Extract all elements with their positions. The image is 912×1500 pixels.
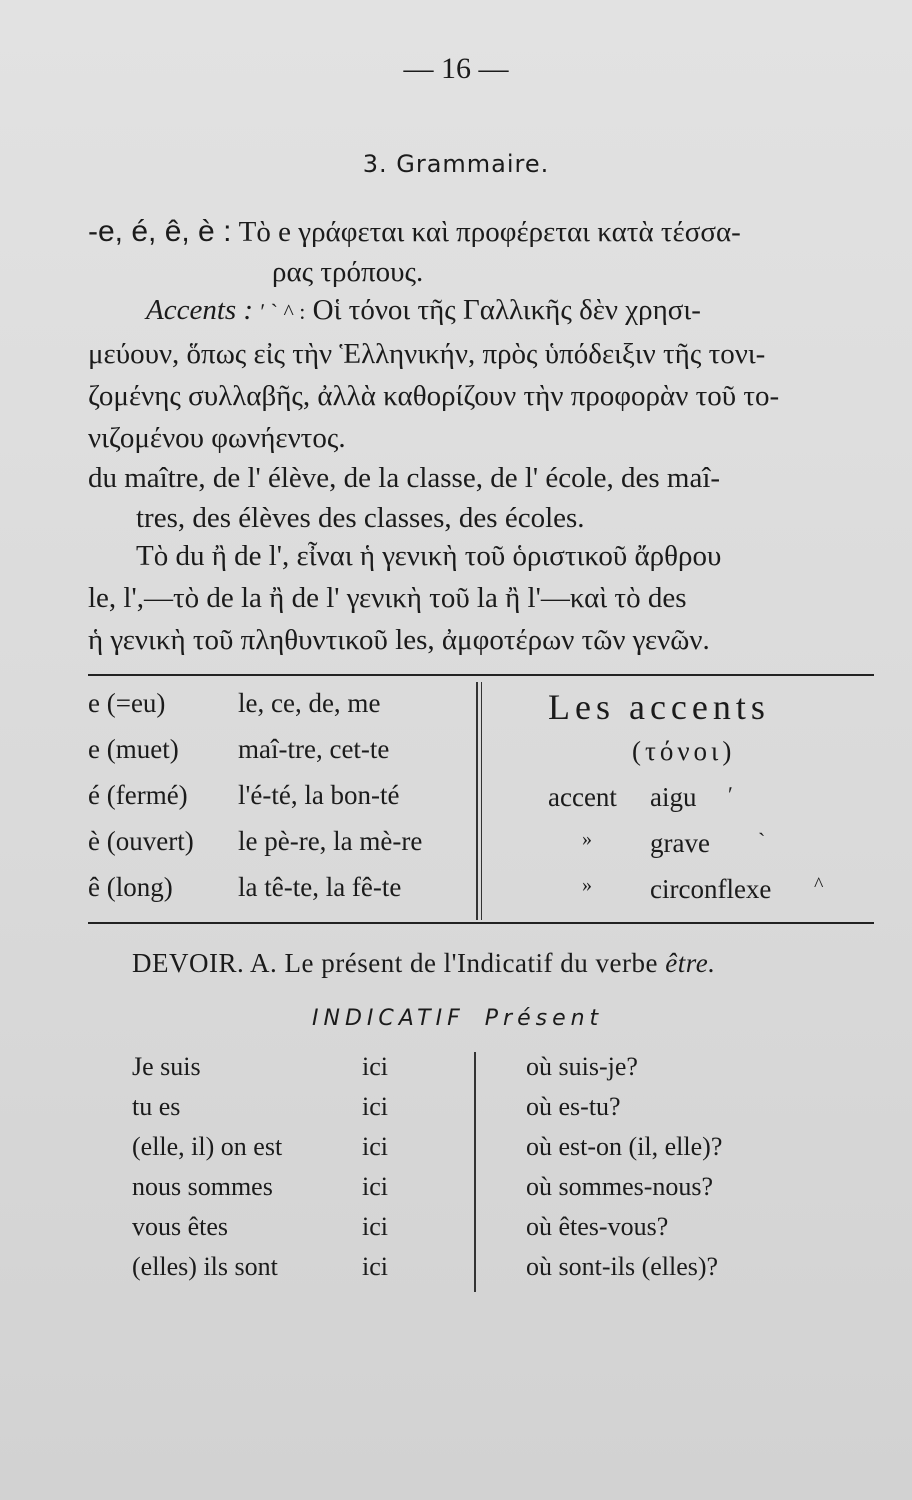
conj-adverb-3: ici [362,1132,388,1161]
article-line-1: Τὸ du ἢ de l', εἶναι ἡ γενικὴ τοῦ ὁριστικοῦ ἄρθρου [136,540,722,572]
accents-box-subtitle: (τόνοι) [632,736,736,766]
section-heading: 3. Grammaire. [362,150,550,178]
conj-question-4: où sommes-nous? [526,1172,714,1201]
conj-adverb-4: ici [362,1172,388,1201]
e-sound-1: e (=eu) [88,688,166,718]
conj-question-6: où sont-ils (elles)? [526,1252,719,1281]
accents-text-3: ζομένης συλλαβῆς, ἀλλὰ καθορίζουν τὴν προφορὰν τοῦ το- [88,380,780,412]
conj-adverb-1: ici [362,1052,388,1081]
indicatif-mood: INDICATIF [312,1006,465,1031]
article-line-2: le, l',—τὸ de la ἢ de l' γενικὴ τοῦ la ἢ l'—καὶ τὸ des [88,582,687,614]
conj-subject-1: Je suis [132,1052,201,1081]
conj-question-2: où es-tu? [526,1092,621,1121]
accents-text-1: Οἱ τόνοι τῆς Γαλλικῆς δὲν χρησι- [312,294,701,326]
e-sound-4: è (ouvert) [88,826,194,856]
table-divider [476,682,478,920]
intro-text-1: Τὸ e γράφεται καὶ προφέρεται κατὰ τέσσα- [238,216,741,248]
conj-adverb-5: ici [362,1212,388,1241]
e-example-3: l'é-té, la bon-té [238,780,400,810]
examples-line-1: du maître, de l' élève, de la classe, de l' école, des maî- [88,462,721,494]
e-sound-5: ê (long) [88,872,173,902]
accent-row-1-prefix: accent [548,782,617,812]
devoir-line [132,948,715,979]
e-example-1: le, ce, de, me [238,688,381,718]
indicatif-heading [312,1006,603,1031]
conj-adverb-2: ici [362,1092,388,1121]
conjugation-divider [474,1052,476,1292]
intro-text-2: ρας τρόπους. [272,256,424,288]
examples-line-2: tres, des élèves des classes, des écoles. [136,502,585,534]
intro-line-1 [88,210,741,254]
accents-text-2: μεύουν, ὅπως εἰς τὴν Ἑλληνικήν, πρὸς ὑπόδειξιν τῆς τονι- [88,338,766,370]
circumflex-accent-icon: ^ [814,874,824,896]
vowel-list: -e, é, ê, è : [88,215,232,248]
conj-subject-6: (elles) ils sont [132,1252,278,1281]
e-example-4: le pè-re, la mè-re [238,826,423,856]
table-bottom-rule [88,922,874,924]
acute-accent-icon: ʹ [728,782,733,807]
accent-row-1-name: aigu [650,782,697,812]
conj-question-5: où êtes-vous? [526,1212,669,1241]
accents-line-1 [146,288,701,334]
table-top-rule [88,674,874,676]
conj-subject-2: tu es [132,1092,181,1121]
e-example-5: la tê-te, la fê-te [238,872,402,902]
accent-row-3-prefix: » [582,874,592,896]
accent-row-2-name: grave [650,828,710,858]
article-line-3: ἡ γενικὴ τοῦ πληθυντικοῦ les, ἀμφοτέρων τῶν γενῶν. [88,624,710,656]
accent-row-3-name: circonflexe [650,874,772,904]
conj-question-1: où suis-je? [526,1052,638,1081]
accent-row-2-prefix: » [582,828,592,850]
table-divider-inner [481,682,482,920]
e-example-2: maî-tre, cet-te [238,734,390,764]
e-sound-2: e (muet) [88,734,179,764]
conj-subject-3: (elle, il) on est [132,1132,283,1161]
e-sound-3: é (fermé) [88,780,188,810]
accents-label: Accents : [146,294,254,326]
conj-adverb-6: ici [362,1252,388,1281]
devoir-text: DEVOIR. A. Le présent de l'Indicatif du verbe [132,948,658,978]
accent-marks: ʹ ˋ ^ : [260,299,306,324]
grave-accent-icon: ˋ [758,828,766,853]
conj-question-3: où est-on (il, elle)? [526,1132,723,1161]
accents-text-4: νιζομένου φωνήεντος. [88,422,346,454]
indicatif-tense: Présent [484,1006,604,1031]
page-number: — 16 — [403,52,509,85]
conj-subject-5: vous êtes [132,1212,229,1241]
accents-box-title: Les accents [548,687,770,727]
devoir-verb: être. [665,948,716,978]
conj-subject-4: nous sommes [132,1172,273,1201]
